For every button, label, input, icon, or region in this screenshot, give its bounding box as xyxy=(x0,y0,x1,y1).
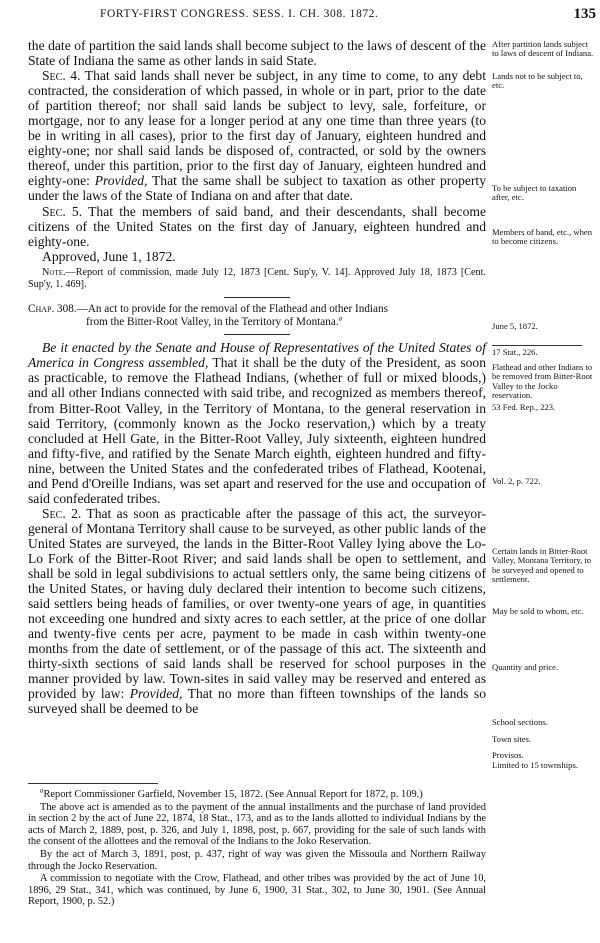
margin-note: To be subject to taxation after, etc. xyxy=(492,183,577,203)
approved-line: Approved, June 1, 1872. xyxy=(42,248,176,264)
page-number: 135 xyxy=(573,6,596,22)
chapter-label: Chap. 308. xyxy=(28,302,77,315)
section-text: That it shall be the duty of the President, as soon as practicable, to remove the Flathead Indians, (whether of full or mixed bloods,) and all other Indians connected with said tribe, and recognized as members thereof, from Bitter-Root Valley, in the Territory of Montana, to the general reservation in said Territory, (commonly known as the Jocko reservation,) which by a treaty concluded at Hell Gate, in the Bitter-Root Valley, July sixteenth, eighteen hundred and fifty-five, and ratified by the Senate March eighth, eighteen hundred and fifty-nine, between the United States and the confederated tribes of Flathead, Kootenai, and Pend d'Oreille Indians, was set apart and reserved for the use and occupation of said confederated tribes. xyxy=(28,355,486,506)
margin-note: Vol. 2, p. 722. xyxy=(492,476,541,486)
note-text: —Report of commission, made July 12, 1873 [Cent. Sup'y, V. 14]. Approved July 18, 1873 [Cent. Sup'y, 1. 469]. xyxy=(28,266,486,291)
margin-note: Quantity and price. xyxy=(492,662,559,672)
chapter-title-line1: —An act to provide for the removal of the Flathead and other Indians xyxy=(76,302,388,315)
footnote-marker: a xyxy=(40,786,44,795)
margin-note: After partition lands subject to laws of descent of Indiana. xyxy=(492,39,594,59)
footnote: The above act is amended as to the payment of the annual installments and the purchase of land provided in section 2 by the act of June 22, 1874, 18 Stat., 173, and as to the lands allotted to individual Indians by the acts of March 2, 1889, post, p. 326, and July 1, 1898, post, p. 667, providing for the sale of such lands with the consent of the allottees and the removal of the Indians to the Joko Reservation. xyxy=(28,801,486,848)
paragraph-continued: the date of partition the said lands shall become subject to the laws of descent of the State of Indiana the same as other lands in said State. xyxy=(28,38,486,69)
section-text: That the members of said band, and their descendants, shall become citizens of the United States on the first day of January, eighteen hundred and eighty-one. xyxy=(28,203,486,249)
enacting-formula: Be it enacted by the Senate and House of Representatives of the United States of America in Congress assembled, xyxy=(28,340,486,371)
running-header xyxy=(28,6,596,24)
proviso-word: Provided, xyxy=(94,173,148,189)
footnote: A commission to negotiate with the Crow, Flathead, and other tribes was provided by the act of June 10, 1896, 29 Stat., 341, which was continued, by June 6, 1900, 31 Stat., 302, to June 30, 1901. (See Annual Report, 1900, p. 52.) xyxy=(28,873,486,908)
margin-note: May be sold to whom, etc. xyxy=(492,606,584,616)
section-2 xyxy=(28,506,486,717)
section-label: Sec. 4. xyxy=(42,68,81,84)
note xyxy=(28,267,486,292)
section-text: That the same shall be subject to taxation as other property under the laws of the State of Indiana on and after that date. xyxy=(28,173,486,204)
margin-note: 53 Fed. Rep., 223. xyxy=(492,402,556,412)
footnote xyxy=(28,786,486,801)
margin-note: Limited to 15 townships. xyxy=(492,760,578,770)
footnote: By the act of March 3, 1891, post, p. 437, right of way was given the Missoula and Northern Railway through the Jocko Reservation. xyxy=(28,848,486,872)
margin-note-date: June 5, 1872. xyxy=(492,321,538,331)
section-4 xyxy=(28,68,486,203)
margin-note-citation: 17 Stat., 226. xyxy=(492,345,582,357)
section-5 xyxy=(28,204,486,249)
proviso-word: Provided, xyxy=(129,686,183,702)
note-label: Note. xyxy=(42,266,66,278)
section-text: That said lands shall never be subject, in any time to come, to any debt contracted, the consideration of which passed, in whole or in part, prior to the date of partition thereof; nor shall said lands be subject to levy, sale, forfeiture, or mortgage, nor to any lease for a longer period at any one time than three years (to be in writing in all cases), prior to the first day of January, eighteen hundred and eighty-one; nor shall said lands be disposed of, contracted, or sold by the owners thereof, under this partition, prior to the first day of January, eighteen hundred and eighty-one: xyxy=(28,68,486,189)
enacting-clause xyxy=(28,340,486,506)
divider xyxy=(224,334,290,335)
margin-note: Flathead and other Indians to be removed from Bitter-Root Valley to the Jocko reservation. xyxy=(492,362,593,401)
footnote-text: Report Commissioner Garfield, November 15, 1872. (See Annual Report for 1872, p. 109.) xyxy=(43,789,423,800)
section-label: Sec. 2. xyxy=(42,505,82,521)
margin-note: Certain lands in Bitter-Root Valley, Montana Territory, to be surveyed and opened to settlement. xyxy=(492,546,592,585)
footnotes xyxy=(28,786,486,909)
section-text: That no more than fifteen townships of the lands so surveyed shall be deemed to be xyxy=(28,686,487,717)
section-label: Sec. 5. xyxy=(42,203,83,219)
footnote-ref[interactable]: a xyxy=(338,314,343,323)
section-text: That as soon as practicable after the passage of this act, the surveyor-general of Montana Territory shall cause to be surveyed, as other public lands of the United States are surveyed, the lands in the Bitter-Root Valley lying above the Lo-Lo Fork of the Bitter-Root River; and said lands shall be open to settlement, and shall be sold in legal subdivisions to actual settlers only, the same being citizens of the United States, or having duly declared their intention to become such citizens, said settlers being heads of families, or over twenty-one years of age, in quantities not exceeding one hundred and sixty acres to each settler, at the price of one dollar and twenty-five cents per acre, payment to be made in cash within twenty-one months from the date of settlement, or of the passage of this act. The sixteenth and thirty-sixth sections of said lands shall be reserved for school purposes in the manner provided by law. Town-sites in said valley may be reserved and entered as provided by law: xyxy=(28,505,486,702)
footnote-rule xyxy=(28,783,158,784)
margin-note: Members of band, etc., when to become citizens. xyxy=(492,227,592,247)
margin-note: Lands not to be subject to, etc. xyxy=(492,71,583,91)
margin-note: Provisos. xyxy=(492,750,524,760)
margin-note: Town sites. xyxy=(492,734,532,744)
running-title: FORTY-FIRST CONGRESS. SESS. I. CH. 308. 1872. xyxy=(100,8,379,20)
chapter-title-line2: from the Bitter-Root Valley, in the Territory of Montana. xyxy=(86,315,339,328)
divider xyxy=(224,297,290,298)
chapter-heading xyxy=(28,303,486,330)
main-text xyxy=(28,38,486,717)
margin-note: School sections. xyxy=(492,717,548,727)
